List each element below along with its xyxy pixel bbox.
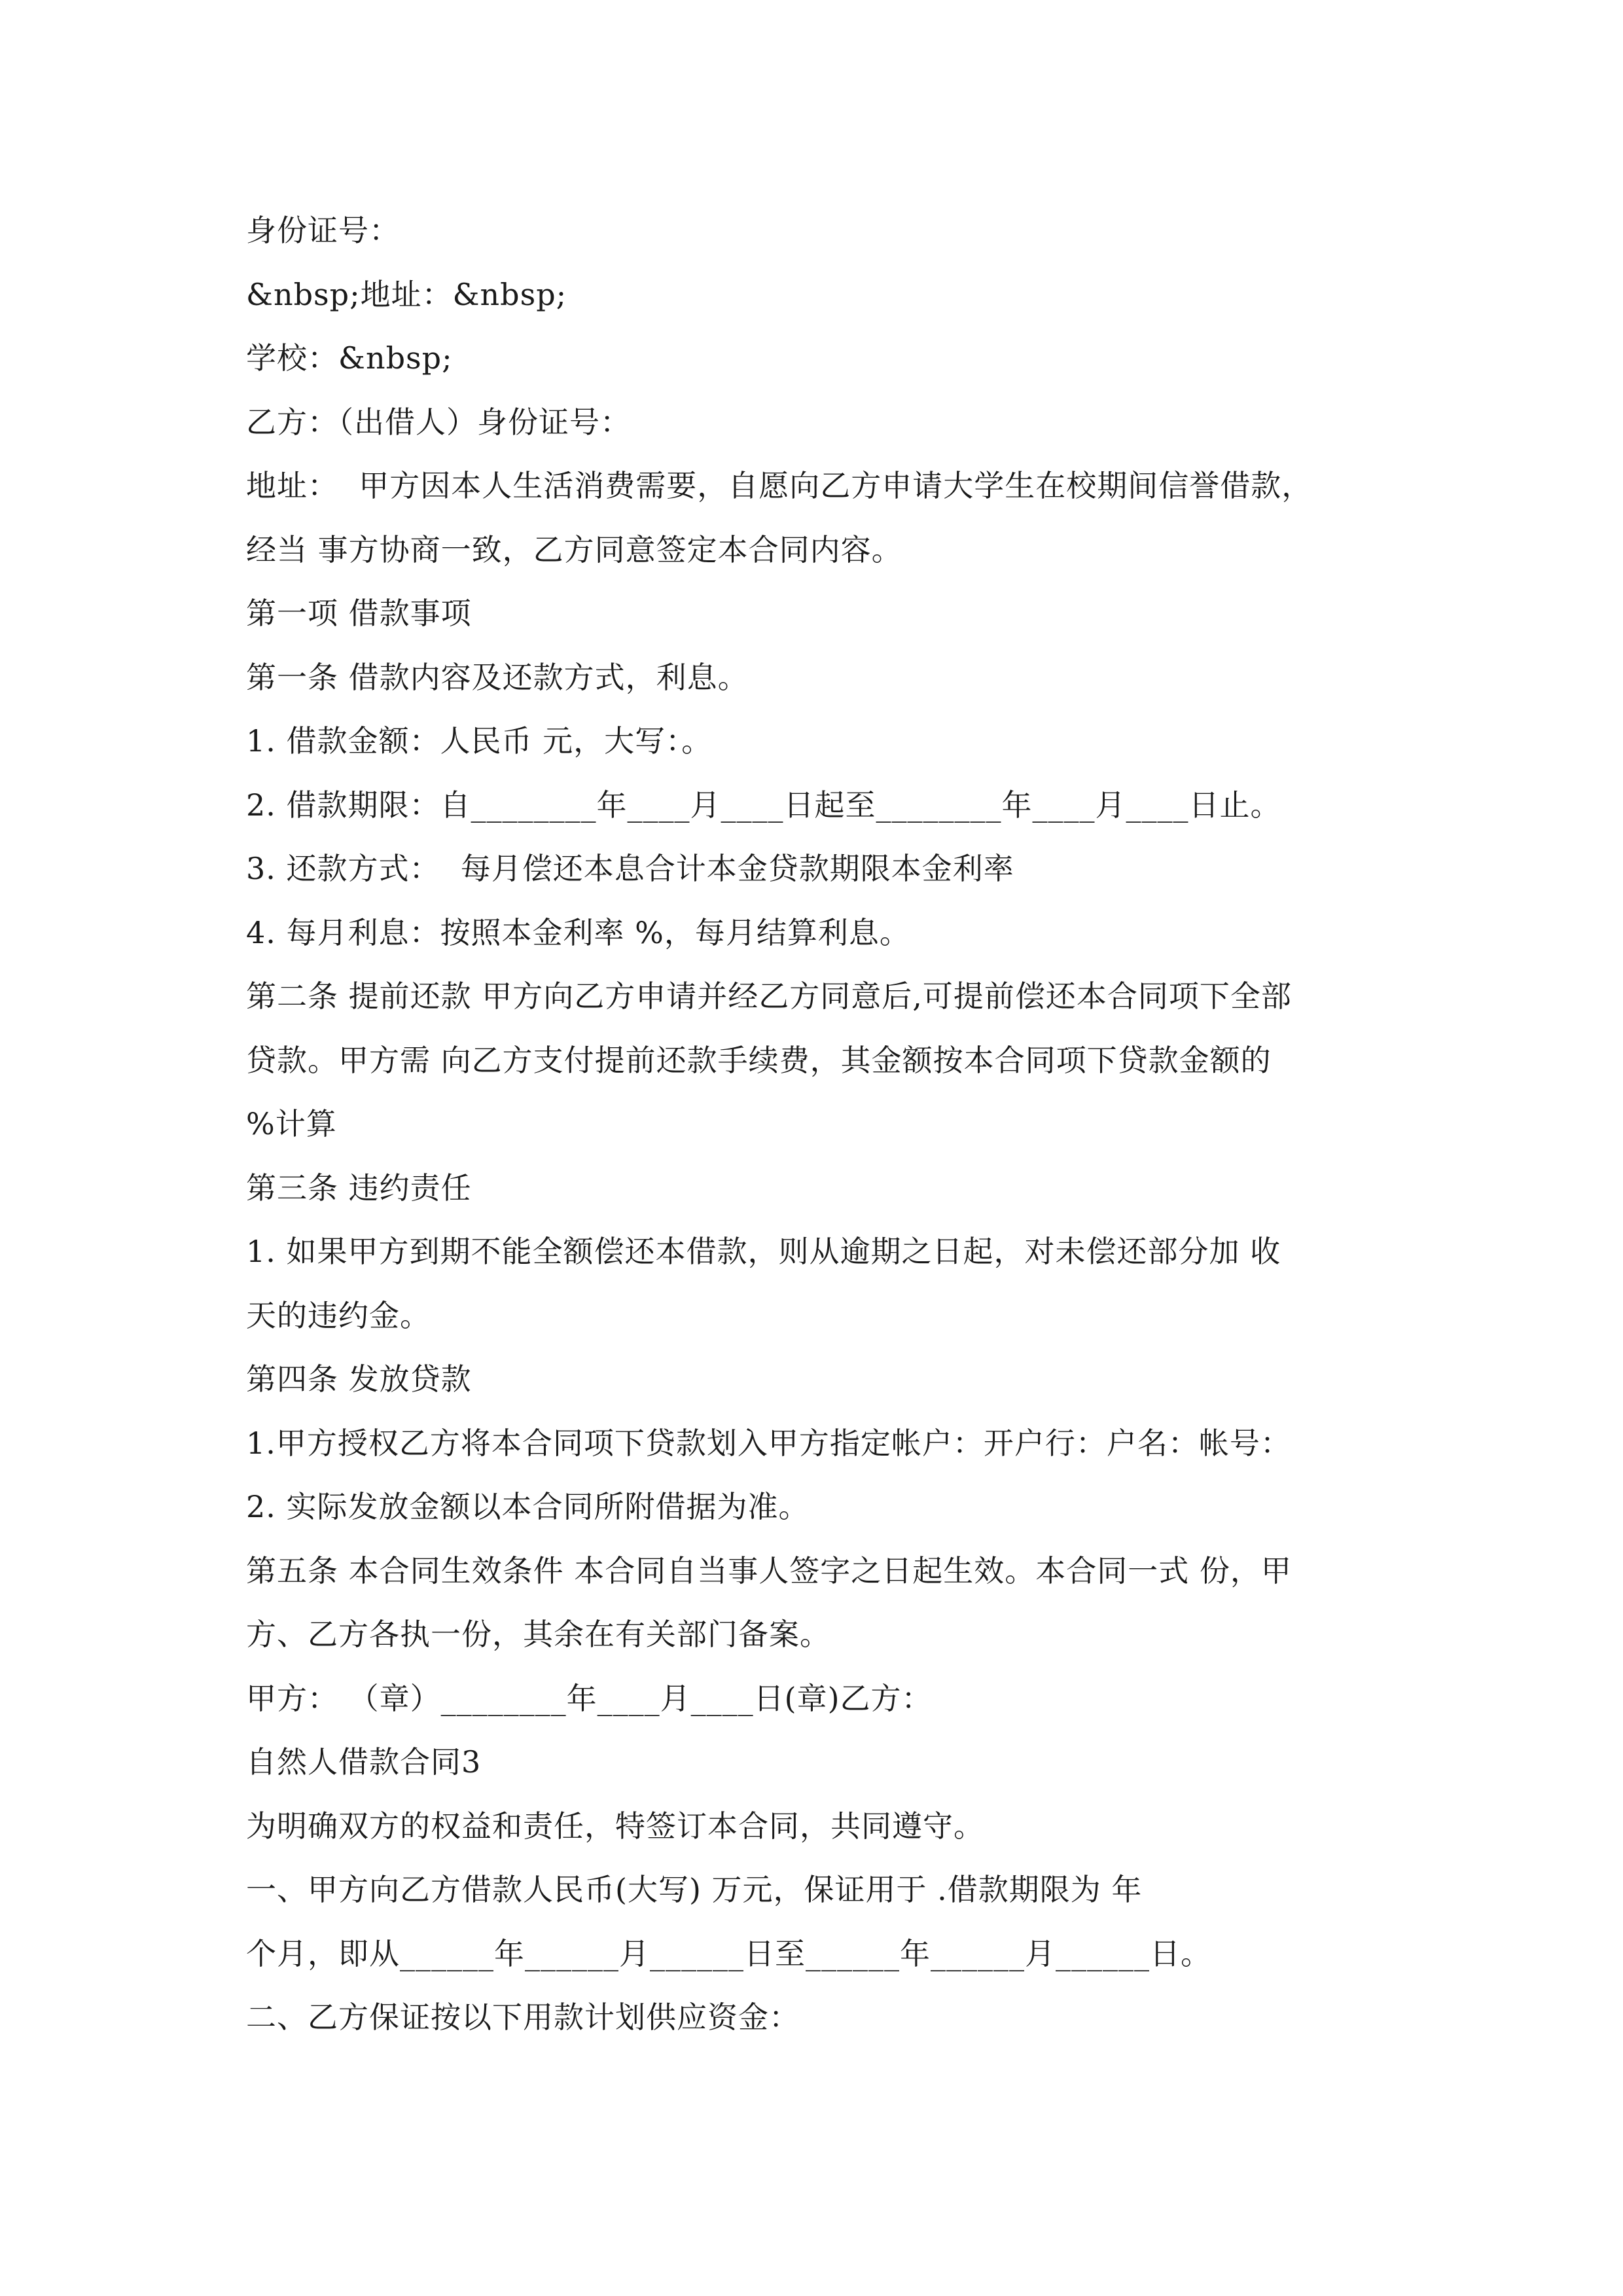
article-heading-5: 第五条 本合同生效条件 本合同自当事人签字之日起生效。本合同一式 份，甲 bbox=[246, 1553, 1292, 1588]
article-heading-3: 第三条 违约责任 bbox=[246, 1170, 472, 1206]
section-heading-1: 第一项 借款事项 bbox=[246, 596, 472, 631]
clause-disbursement-1: 1.甲方授权乙方将本合同项下贷款划入甲方指定帐户：开户行：户名：帐号： bbox=[246, 1426, 1291, 1461]
contract-3-preamble: 为明确双方的权益和责任，特签订本合同，共同遵守。 bbox=[246, 1808, 984, 1844]
line-preamble-2: 经当 事方协商一致，乙方同意签定本合同内容。 bbox=[246, 532, 902, 567]
article-2-line-3: %计算 bbox=[246, 1106, 337, 1141]
article-2-line-2: 贷款。甲方需 向乙方支付提前还款手续费，其金额按本合同项下贷款金额的 bbox=[246, 1043, 1272, 1078]
clause-loan-term: 2. 借款期限：自________年____月____日起至________年____月____日止。 bbox=[246, 787, 1281, 823]
line-id-number: 身份证号： bbox=[246, 213, 400, 248]
contract-3-clause-1-dates: 个月，即从______年______月______日至______年______月______日。 bbox=[246, 1936, 1211, 1971]
line-school: 学校：&nbsp; bbox=[246, 340, 453, 376]
article-heading-2: 第二条 提前还款 甲方向乙方申请并经乙方同意后,可提前偿还本合同项下全部 bbox=[246, 978, 1292, 1014]
article-heading-4: 第四条 发放贷款 bbox=[246, 1361, 472, 1397]
contract-title-3: 自然人借款合同3 bbox=[246, 1744, 482, 1780]
line-address: &nbsp;地址：&nbsp; bbox=[246, 277, 567, 312]
clause-disbursement-2: 2. 实际发放金额以本合同所附借据为准。 bbox=[246, 1489, 810, 1524]
article-5-line-2: 方、乙方各执一份，其余在有关部门备案。 bbox=[246, 1617, 830, 1652]
clause-default-1: 1. 如果甲方到期不能全额偿还本借款，则从逾期之日起，对未偿还部分加 收 bbox=[246, 1234, 1281, 1269]
clause-loan-amount: 1. 借款金额：人民币 元，大写：。 bbox=[246, 723, 713, 759]
line-preamble-1: 地址： 甲方因本人生活消费需要，自愿向乙方申请大学生在校期间信誉借款， bbox=[246, 468, 1313, 503]
clause-interest: 4. 每月利息：按照本金利率 %，每月结算利息。 bbox=[246, 915, 910, 950]
article-heading-1: 第一条 借款内容及还款方式，利息。 bbox=[246, 660, 749, 695]
line-party-b: 乙方：（出借人）身份证号： bbox=[246, 404, 631, 440]
clause-default-2: 天的违约金。 bbox=[246, 1298, 431, 1333]
contract-3-clause-2: 二、乙方保证按以下用款计划供应资金： bbox=[246, 2000, 800, 2035]
clause-repayment: 3. 还款方式： 每月偿还本息合计本金贷款期限本金利率 bbox=[246, 851, 1014, 886]
signature-line: 甲方： （章）________年____月____日(章)乙方： bbox=[246, 1681, 933, 1716]
contract-3-clause-1: 一、甲方向乙方借款人民币(大写) 万元，保证用于 .借款期限为 年 bbox=[246, 1872, 1143, 1907]
